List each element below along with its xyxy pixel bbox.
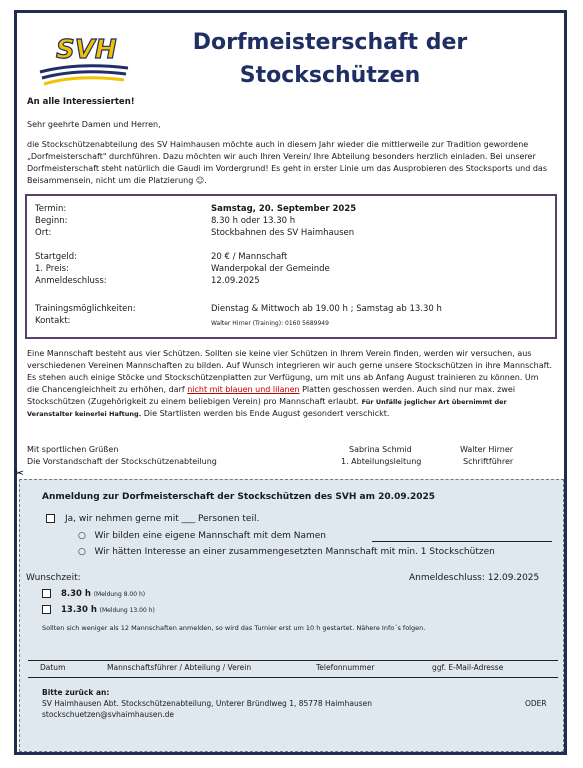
signer-1-role: 1. Abteilungsleitung bbox=[341, 457, 422, 466]
ort-label: Ort: bbox=[35, 228, 52, 238]
form-anmeldeschluss: Anmeldeschluss: 12.09.2025 bbox=[409, 573, 540, 583]
termin-value: Samstag, 20. September 2025 bbox=[211, 204, 357, 214]
intro-paragraph: die Stockschützenabteilung des SV Haimhausen möchte auch in diesem Jahr wieder die mittlerweile zur Tradition gewordene „Dorfmeisterschaft" durchführen. Dazu möchten wir auch Ihren Verein/ Ihre Abteilung besonders herzlich einladen. Bei unserer Dorfmeisterschaft steht natürlich die Gaudi im Vordergrund! Es geht in erster Linie um das Ausprobieren des Stocksports und das Beisammensein, nicht um die Platzierung ☺. bbox=[27, 140, 547, 185]
checkbox-time-1[interactable] bbox=[42, 589, 51, 598]
training-value: Dienstag & Mittwoch ab 19.00 h ; Samstag ab 13.30 h bbox=[211, 304, 442, 314]
description-text-3: Die Startlisten werden bis Ende August gesondert verschickt. bbox=[141, 409, 390, 418]
salutation: Sehr geehrte Damen und Herren, bbox=[27, 120, 161, 129]
startgeld-value: 20 € / Mannschaft bbox=[211, 252, 288, 262]
liability-notice: Für Unfälle jeglicher Art übernimmt der Veranstalter keinerlei Haftung. bbox=[27, 398, 507, 418]
description-warning-text: nicht mit blauen und lilanen bbox=[187, 385, 300, 394]
return-address: SV Haimhausen Abt. Stockschützenabteilung, Unterer Bründlweg 1, 85778 Haimhausen bbox=[42, 699, 372, 708]
training-label: Trainingsmöglichkeiten: bbox=[35, 304, 136, 314]
field-label-email: ggf. E-Mail-Adresse bbox=[432, 663, 504, 672]
bullet-own-team-label: Wir bilden eine eigene Mannschaft mit dem Namen bbox=[94, 531, 326, 541]
option-yes-row bbox=[46, 513, 259, 525]
field-label-mannschaftsfuehrer: Mannschaftsführer / Abteilung / Verein bbox=[107, 663, 252, 672]
bullet-own-team: ○ Wir bilden eine eigene Mannschaft mit dem Namen bbox=[78, 531, 326, 541]
preis-value: Wanderpokal der Gemeinde bbox=[211, 264, 330, 274]
signer-1-name: Sabrina Schmid bbox=[349, 445, 412, 454]
preis-label: 1. Preis: bbox=[35, 264, 69, 274]
description-paragraph bbox=[27, 348, 552, 420]
svh-logo bbox=[38, 28, 130, 86]
return-label: Bitte zurück an: bbox=[42, 688, 110, 697]
closing: Mit sportlichen Grüßen bbox=[27, 445, 119, 454]
svg-text:SVH: SVH bbox=[56, 35, 117, 65]
ort-value: Stockbahnen des SV Haimhausen bbox=[211, 228, 355, 238]
time-option-2 bbox=[42, 604, 155, 617]
time-option-1 bbox=[42, 588, 145, 601]
greeting: An alle Interessierten! bbox=[27, 97, 135, 107]
page-title bbox=[180, 26, 480, 92]
event-info-box bbox=[25, 194, 557, 339]
signer-2-role: Schriftführer bbox=[463, 457, 514, 466]
form-heading: Anmeldung zur Dorfmeisterschaft der Stockschützen des SVH am 20.09.2025 bbox=[42, 492, 436, 502]
return-email[interactable]: stockschuetzen@svhaimhausen.de bbox=[42, 710, 175, 719]
registration-form bbox=[19, 479, 564, 752]
signer-2-name: Walter Hirner bbox=[460, 445, 514, 454]
checkbox-participate[interactable] bbox=[46, 514, 55, 523]
title-line-2: Stockschützen bbox=[239, 63, 421, 88]
termin-label: Termin: bbox=[35, 204, 67, 214]
time-1-note: (Meldung 8.00 h) bbox=[93, 591, 146, 598]
form-note: Sollten sich weniger als 12 Mannschaften anmelden, so wird das Turnier erst um 10 h gestartet. Nähere Info´s folgen. bbox=[42, 624, 426, 632]
beginn-value: 8.30 h oder 13.30 h bbox=[211, 216, 296, 226]
team-name-field[interactable] bbox=[372, 541, 552, 542]
time-2-label: 13.30 h bbox=[61, 605, 97, 615]
kontakt-label: Kontakt: bbox=[35, 316, 71, 326]
bullet-mixed-team: ○ Wir hätten Interesse an einer zusammengesetzten Mannschaft mit min. 1 Stockschützen bbox=[78, 547, 495, 557]
beginn-label: Beginn: bbox=[35, 216, 68, 226]
wunschzeit-label: Wunschzeit: bbox=[26, 573, 81, 583]
anmeldeschluss-value: 12.09.2025 bbox=[211, 276, 260, 286]
option-yes-label: Ja, wir nehmen gerne mit ___ Personen teil. bbox=[65, 514, 260, 524]
signature-fields-line[interactable] bbox=[28, 660, 558, 661]
description-text-2: Platten geschossen werden. Auch sind nur max. zwei Stockschützen (Zugehörigkeit zu einem beliebigen Verein) pro Mannschaft erlaubt. bbox=[27, 385, 516, 406]
checkbox-time-2[interactable] bbox=[42, 605, 51, 614]
divider bbox=[28, 677, 558, 678]
field-label-datum: Datum bbox=[40, 663, 66, 672]
field-label-telefon: Telefonnummer bbox=[316, 663, 375, 672]
anmeldeschluss-label: Anmeldeschluss: bbox=[35, 276, 107, 286]
startgeld-label: Startgeld: bbox=[35, 252, 78, 262]
title-line-1: Dorfmeisterschaft der bbox=[192, 30, 468, 55]
description-text-1: Eine Mannschaft besteht aus vier Schützen. Sollten sie keine vier Schützen in Ihrem Verein finden, werden wir versuchen, aus verschiedenen Vereinen Mannschaften zu bilden. Auf Wunsch integrieren wir auch gerne unsere Stockschützen in ihre Mannschaft. Es stehen auch einige Stöcke und Stockschützenplatten zur Verfügung, um mit uns ab Anfang August trainieren zu können. Um die Chancengleichheit zu erhöhen, darf bbox=[27, 349, 552, 394]
time-2-note: (Meldung 13.00 h) bbox=[99, 607, 155, 614]
kontakt-value: Walter Hirner (Training): 0160 5689949 bbox=[211, 320, 329, 327]
oder-label: ODER bbox=[525, 699, 547, 708]
scissors-icon: ✂ bbox=[14, 466, 25, 480]
bullet-mixed-team-label: Wir hätten Interesse an einer zusammengesetzten Mannschaft mit min. 1 Stockschützen bbox=[94, 547, 495, 557]
time-1-label: 8.30 h bbox=[61, 589, 91, 599]
closing-org: Die Vorstandschaft der Stockschützenabteilung bbox=[27, 457, 217, 466]
